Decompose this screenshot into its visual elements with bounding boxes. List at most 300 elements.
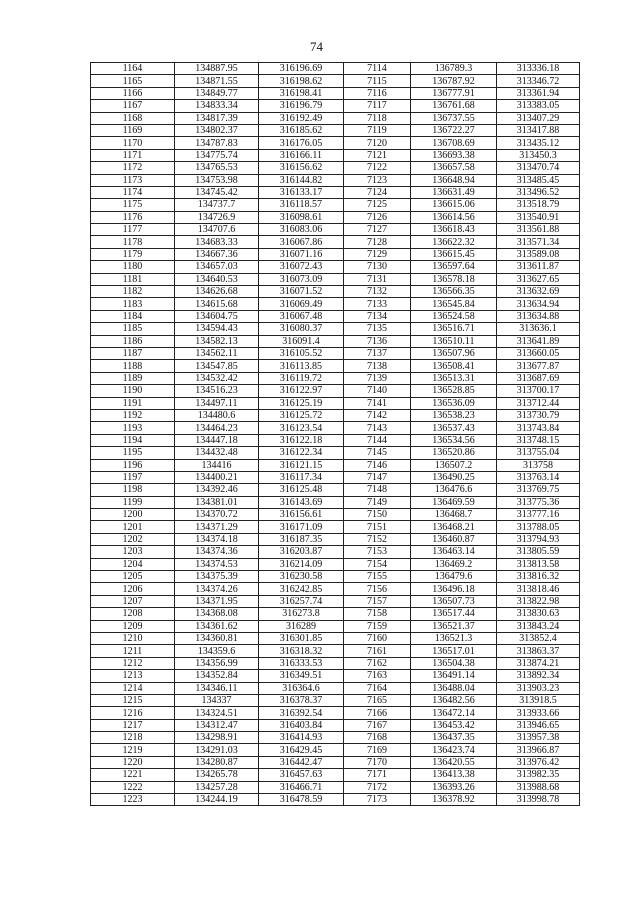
table-row: [91, 75, 580, 87]
x-coordinate-cell: 134368.08: [175, 608, 259, 620]
table-row: [91, 385, 580, 397]
point-number-cell: 7141: [344, 397, 411, 409]
point-number-cell: 7168: [344, 732, 411, 744]
table-row: [91, 620, 580, 632]
x-coordinate-cell: 134361.62: [175, 620, 259, 632]
point-number-cell: 7127: [344, 224, 411, 236]
x-coordinate-cell: 134374.18: [175, 533, 259, 545]
table-row: [91, 521, 580, 533]
y-coordinate-cell: 316123.54: [259, 422, 344, 434]
table-row: [91, 533, 580, 545]
y-coordinate-cell: 316333.53: [259, 657, 344, 669]
x-coordinate-cell: 136615.45: [411, 248, 497, 260]
x-coordinate-cell: 136468.21: [411, 521, 497, 533]
x-coordinate-cell: 136508.41: [411, 360, 497, 372]
table-row: [91, 360, 580, 372]
point-number-cell: 1189: [91, 372, 175, 384]
y-coordinate-cell: 313818.46: [497, 583, 580, 595]
y-coordinate-cell: 313892.34: [497, 670, 580, 682]
y-coordinate-cell: 316117.34: [259, 471, 344, 483]
y-coordinate-cell: 316156.61: [259, 509, 344, 521]
point-number-cell: 1165: [91, 75, 175, 87]
point-number-cell: 1219: [91, 744, 175, 756]
point-number-cell: 7157: [344, 595, 411, 607]
x-coordinate-cell: 136420.55: [411, 756, 497, 768]
table-row: [91, 211, 580, 223]
point-number-cell: 1185: [91, 323, 175, 335]
y-coordinate-cell: 316242.85: [259, 583, 344, 595]
table-row: [91, 484, 580, 496]
table-row: [91, 744, 580, 756]
x-coordinate-cell: 136618.43: [411, 224, 497, 236]
x-coordinate-cell: 136517.01: [411, 645, 497, 657]
y-coordinate-cell: 316121.15: [259, 459, 344, 471]
point-number-cell: 1214: [91, 682, 175, 694]
table-row: [91, 236, 580, 248]
y-coordinate-cell: 313933.66: [497, 707, 580, 719]
x-coordinate-cell: 134371.95: [175, 595, 259, 607]
x-coordinate-cell: 136534.56: [411, 434, 497, 446]
table-row: [91, 769, 580, 781]
y-coordinate-cell: 313957.38: [497, 732, 580, 744]
point-number-cell: 1206: [91, 583, 175, 595]
point-number-cell: 7149: [344, 496, 411, 508]
point-number-cell: 1220: [91, 756, 175, 768]
point-number-cell: 7125: [344, 199, 411, 211]
x-coordinate-cell: 136545.84: [411, 298, 497, 310]
x-coordinate-cell: 136423.74: [411, 744, 497, 756]
x-coordinate-cell: 136789.3: [411, 63, 497, 75]
point-number-cell: 7147: [344, 471, 411, 483]
x-coordinate-cell: 134324.51: [175, 707, 259, 719]
x-coordinate-cell: 134594.43: [175, 323, 259, 335]
point-number-cell: 1221: [91, 769, 175, 781]
point-number-cell: 1222: [91, 781, 175, 793]
y-coordinate-cell: 313966.87: [497, 744, 580, 756]
point-number-cell: 7164: [344, 682, 411, 694]
table-row: [91, 595, 580, 607]
point-number-cell: 7119: [344, 124, 411, 136]
point-number-cell: 1200: [91, 509, 175, 521]
y-coordinate-cell: 316122.18: [259, 434, 344, 446]
point-number-cell: 1182: [91, 286, 175, 298]
point-number-cell: 1178: [91, 236, 175, 248]
point-number-cell: 7130: [344, 261, 411, 273]
y-coordinate-cell: 313540.91: [497, 211, 580, 223]
point-number-cell: 1184: [91, 310, 175, 322]
table-row: [91, 459, 580, 471]
point-number-cell: 1191: [91, 397, 175, 409]
point-number-cell: 7140: [344, 385, 411, 397]
x-coordinate-cell: 136537.43: [411, 422, 497, 434]
point-number-cell: 1164: [91, 63, 175, 75]
point-number-cell: 1217: [91, 719, 175, 731]
point-number-cell: 7150: [344, 509, 411, 521]
y-coordinate-cell: 313336.18: [497, 63, 580, 75]
table-row: [91, 546, 580, 558]
x-coordinate-cell: 134464.23: [175, 422, 259, 434]
point-number-cell: 1202: [91, 533, 175, 545]
x-coordinate-cell: 136517.44: [411, 608, 497, 620]
y-coordinate-cell: 316098.61: [259, 211, 344, 223]
point-number-cell: 1205: [91, 571, 175, 583]
x-coordinate-cell: 134375.39: [175, 571, 259, 583]
x-coordinate-cell: 136472.14: [411, 707, 497, 719]
x-coordinate-cell: 136693.38: [411, 149, 497, 161]
y-coordinate-cell: 316301.85: [259, 632, 344, 644]
point-number-cell: 7144: [344, 434, 411, 446]
x-coordinate-cell: 136631.49: [411, 186, 497, 198]
point-number-cell: 1199: [91, 496, 175, 508]
point-number-cell: 7160: [344, 632, 411, 644]
y-coordinate-cell: 313636.1: [497, 323, 580, 335]
x-coordinate-cell: 134516.23: [175, 385, 259, 397]
point-number-cell: 1177: [91, 224, 175, 236]
table-row: [91, 447, 580, 459]
table-row: [91, 347, 580, 359]
y-coordinate-cell: 313763.14: [497, 471, 580, 483]
y-coordinate-cell: 313660.05: [497, 347, 580, 359]
y-coordinate-cell: 316214.09: [259, 558, 344, 570]
point-number-cell: 1169: [91, 124, 175, 136]
y-coordinate-cell: 316143.69: [259, 496, 344, 508]
y-coordinate-cell: 316105.52: [259, 347, 344, 359]
x-coordinate-cell: 134244.19: [175, 794, 259, 806]
x-coordinate-cell: 134765.53: [175, 162, 259, 174]
x-coordinate-cell: 136393.26: [411, 781, 497, 793]
x-coordinate-cell: 134640.53: [175, 273, 259, 285]
y-coordinate-cell: 313777.16: [497, 509, 580, 521]
table-row: [91, 63, 580, 75]
x-coordinate-cell: 136648.94: [411, 174, 497, 186]
y-coordinate-cell: 313743.84: [497, 422, 580, 434]
table-row: [91, 434, 580, 446]
x-coordinate-cell: 136469.2: [411, 558, 497, 570]
table-row: [91, 87, 580, 99]
y-coordinate-cell: 316349.51: [259, 670, 344, 682]
y-coordinate-cell: 313805.59: [497, 546, 580, 558]
point-number-cell: 7115: [344, 75, 411, 87]
point-number-cell: 7166: [344, 707, 411, 719]
table-row: [91, 657, 580, 669]
y-coordinate-cell: 316067.86: [259, 236, 344, 248]
page-number: 74: [310, 39, 323, 54]
table-row: [91, 583, 580, 595]
x-coordinate-cell: 134497.11: [175, 397, 259, 409]
point-number-cell: 1166: [91, 87, 175, 99]
y-coordinate-cell: 316176.05: [259, 137, 344, 149]
point-number-cell: 7170: [344, 756, 411, 768]
x-coordinate-cell: 134753.98: [175, 174, 259, 186]
y-coordinate-cell: 316318.32: [259, 645, 344, 657]
table-row: [91, 794, 580, 806]
point-number-cell: 1216: [91, 707, 175, 719]
y-coordinate-cell: 316125.19: [259, 397, 344, 409]
coordinates-table-body: [91, 63, 580, 806]
table-row: [91, 286, 580, 298]
x-coordinate-cell: 134370.72: [175, 509, 259, 521]
y-coordinate-cell: 313822.98: [497, 595, 580, 607]
table-row: [91, 732, 580, 744]
table-row: [91, 174, 580, 186]
y-coordinate-cell: 316230.58: [259, 571, 344, 583]
point-number-cell: 1181: [91, 273, 175, 285]
y-coordinate-cell: 316073.09: [259, 273, 344, 285]
point-number-cell: 7137: [344, 347, 411, 359]
point-number-cell: 1210: [91, 632, 175, 644]
table-row: [91, 298, 580, 310]
table-row: [91, 273, 580, 285]
x-coordinate-cell: 134745.42: [175, 186, 259, 198]
point-number-cell: 7146: [344, 459, 411, 471]
x-coordinate-cell: 134374.26: [175, 583, 259, 595]
table-row: [91, 323, 580, 335]
y-coordinate-cell: 313988.68: [497, 781, 580, 793]
x-coordinate-cell: 136463.14: [411, 546, 497, 558]
y-coordinate-cell: 313450.3: [497, 149, 580, 161]
table-row: [91, 496, 580, 508]
y-coordinate-cell: 313700.17: [497, 385, 580, 397]
point-number-cell: 7114: [344, 63, 411, 75]
point-number-cell: 7169: [344, 744, 411, 756]
point-number-cell: 1173: [91, 174, 175, 186]
point-number-cell: 1223: [91, 794, 175, 806]
y-coordinate-cell: 313496.52: [497, 186, 580, 198]
table-row: [91, 310, 580, 322]
y-coordinate-cell: 313918.5: [497, 694, 580, 706]
point-number-cell: 1213: [91, 670, 175, 682]
y-coordinate-cell: 316118.57: [259, 199, 344, 211]
point-number-cell: 1215: [91, 694, 175, 706]
x-coordinate-cell: 134547.85: [175, 360, 259, 372]
x-coordinate-cell: 136538.23: [411, 409, 497, 421]
table-row: [91, 112, 580, 124]
y-coordinate-cell: 316171.09: [259, 521, 344, 533]
y-coordinate-cell: 316203.87: [259, 546, 344, 558]
y-coordinate-cell: 313813.58: [497, 558, 580, 570]
x-coordinate-cell: 136453.42: [411, 719, 497, 731]
y-coordinate-cell: 316071.52: [259, 286, 344, 298]
point-number-cell: 7123: [344, 174, 411, 186]
y-coordinate-cell: 313632.69: [497, 286, 580, 298]
point-number-cell: 7116: [344, 87, 411, 99]
x-coordinate-cell: 136413.38: [411, 769, 497, 781]
table-row: [91, 397, 580, 409]
table-row: [91, 781, 580, 793]
y-coordinate-cell: 313758: [497, 459, 580, 471]
point-number-cell: 1167: [91, 100, 175, 112]
table-row: [91, 670, 580, 682]
point-number-cell: 7145: [344, 447, 411, 459]
y-coordinate-cell: 316122.34: [259, 447, 344, 459]
y-coordinate-cell: 313712.44: [497, 397, 580, 409]
y-coordinate-cell: 313589.08: [497, 248, 580, 260]
point-number-cell: 7143: [344, 422, 411, 434]
x-coordinate-cell: 136504.38: [411, 657, 497, 669]
y-coordinate-cell: 313816.32: [497, 571, 580, 583]
y-coordinate-cell: 313641.89: [497, 335, 580, 347]
point-number-cell: 7121: [344, 149, 411, 161]
table-row: [91, 137, 580, 149]
y-coordinate-cell: 313417.88: [497, 124, 580, 136]
x-coordinate-cell: 134346.11: [175, 682, 259, 694]
point-number-cell: 7133: [344, 298, 411, 310]
y-coordinate-cell: 316122.97: [259, 385, 344, 397]
point-number-cell: 7138: [344, 360, 411, 372]
point-number-cell: 1192: [91, 409, 175, 421]
x-coordinate-cell: 136507.96: [411, 347, 497, 359]
x-coordinate-cell: 134787.83: [175, 137, 259, 149]
y-coordinate-cell: 313470.74: [497, 162, 580, 174]
x-coordinate-cell: 134615.68: [175, 298, 259, 310]
y-coordinate-cell: 313383.05: [497, 100, 580, 112]
point-number-cell: 1168: [91, 112, 175, 124]
table-row: [91, 632, 580, 644]
y-coordinate-cell: 316478.59: [259, 794, 344, 806]
x-coordinate-cell: 136491.14: [411, 670, 497, 682]
point-number-cell: 7152: [344, 533, 411, 545]
x-coordinate-cell: 136507.2: [411, 459, 497, 471]
x-coordinate-cell: 136722.27: [411, 124, 497, 136]
table-row: [91, 199, 580, 211]
x-coordinate-cell: 134726.9: [175, 211, 259, 223]
y-coordinate-cell: 316392.54: [259, 707, 344, 719]
y-coordinate-cell: 313518.79: [497, 199, 580, 211]
x-coordinate-cell: 134817.39: [175, 112, 259, 124]
y-coordinate-cell: 316125.72: [259, 409, 344, 421]
point-number-cell: 7128: [344, 236, 411, 248]
point-number-cell: 1183: [91, 298, 175, 310]
y-coordinate-cell: 316466.71: [259, 781, 344, 793]
table-row: [91, 694, 580, 706]
y-coordinate-cell: 316196.69: [259, 63, 344, 75]
y-coordinate-cell: 313755.04: [497, 447, 580, 459]
x-coordinate-cell: 134833.34: [175, 100, 259, 112]
y-coordinate-cell: 316364.6: [259, 682, 344, 694]
point-number-cell: 1197: [91, 471, 175, 483]
x-coordinate-cell: 136488.04: [411, 682, 497, 694]
table-row: [91, 149, 580, 161]
y-coordinate-cell: 316067.48: [259, 310, 344, 322]
point-number-cell: 7158: [344, 608, 411, 620]
point-number-cell: 7172: [344, 781, 411, 793]
x-coordinate-cell: 134360.81: [175, 632, 259, 644]
x-coordinate-cell: 134532.42: [175, 372, 259, 384]
x-coordinate-cell: 134257.28: [175, 781, 259, 793]
point-number-cell: 7159: [344, 620, 411, 632]
x-coordinate-cell: 134626.68: [175, 286, 259, 298]
x-coordinate-cell: 134416: [175, 459, 259, 471]
y-coordinate-cell: 313687.69: [497, 372, 580, 384]
x-coordinate-cell: 136566.35: [411, 286, 497, 298]
y-coordinate-cell: 313998.78: [497, 794, 580, 806]
table-row: [91, 558, 580, 570]
y-coordinate-cell: 316273.8: [259, 608, 344, 620]
y-coordinate-cell: 316091.4: [259, 335, 344, 347]
point-number-cell: 7120: [344, 137, 411, 149]
table-row: [91, 571, 580, 583]
y-coordinate-cell: 313863.37: [497, 645, 580, 657]
point-number-cell: 7136: [344, 335, 411, 347]
x-coordinate-cell: 134657.03: [175, 261, 259, 273]
x-coordinate-cell: 136536.09: [411, 397, 497, 409]
point-number-cell: 1193: [91, 422, 175, 434]
y-coordinate-cell: 316119.72: [259, 372, 344, 384]
x-coordinate-cell: 136482.56: [411, 694, 497, 706]
point-number-cell: 7148: [344, 484, 411, 496]
x-coordinate-cell: 136622.32: [411, 236, 497, 248]
x-coordinate-cell: 136510.11: [411, 335, 497, 347]
x-coordinate-cell: 134374.36: [175, 546, 259, 558]
x-coordinate-cell: 136761.68: [411, 100, 497, 112]
x-coordinate-cell: 134356.99: [175, 657, 259, 669]
y-coordinate-cell: 316378.37: [259, 694, 344, 706]
x-coordinate-cell: 136490.25: [411, 471, 497, 483]
x-coordinate-cell: 134683.33: [175, 236, 259, 248]
x-coordinate-cell: 136614.56: [411, 211, 497, 223]
y-coordinate-cell: 313748.15: [497, 434, 580, 446]
x-coordinate-cell: 136524.58: [411, 310, 497, 322]
point-number-cell: 1190: [91, 385, 175, 397]
x-coordinate-cell: 136437.35: [411, 732, 497, 744]
table-row: [91, 100, 580, 112]
x-coordinate-cell: 134265.78: [175, 769, 259, 781]
y-coordinate-cell: 316414.93: [259, 732, 344, 744]
y-coordinate-cell: 313830.63: [497, 608, 580, 620]
point-number-cell: 7156: [344, 583, 411, 595]
point-number-cell: 7129: [344, 248, 411, 260]
point-number-cell: 1196: [91, 459, 175, 471]
x-coordinate-cell: 134582.13: [175, 335, 259, 347]
y-coordinate-cell: 316192.49: [259, 112, 344, 124]
y-coordinate-cell: 313346.72: [497, 75, 580, 87]
point-number-cell: 1201: [91, 521, 175, 533]
point-number-cell: 1170: [91, 137, 175, 149]
point-number-cell: 1174: [91, 186, 175, 198]
point-number-cell: 7122: [344, 162, 411, 174]
point-number-cell: 7161: [344, 645, 411, 657]
x-coordinate-cell: 136657.58: [411, 162, 497, 174]
x-coordinate-cell: 134381.01: [175, 496, 259, 508]
x-coordinate-cell: 136460.87: [411, 533, 497, 545]
y-coordinate-cell: 316113.85: [259, 360, 344, 372]
point-number-cell: 7155: [344, 571, 411, 583]
y-coordinate-cell: 316069.49: [259, 298, 344, 310]
x-coordinate-cell: 136469.59: [411, 496, 497, 508]
table-row: [91, 707, 580, 719]
x-coordinate-cell: 136516.71: [411, 323, 497, 335]
point-number-cell: 1198: [91, 484, 175, 496]
coordinates-table: [90, 62, 580, 806]
x-coordinate-cell: 136787.92: [411, 75, 497, 87]
x-coordinate-cell: 134352.84: [175, 670, 259, 682]
point-number-cell: 7117: [344, 100, 411, 112]
point-number-cell: 1211: [91, 645, 175, 657]
y-coordinate-cell: 313634.94: [497, 298, 580, 310]
point-number-cell: 7154: [344, 558, 411, 570]
y-coordinate-cell: 316071.16: [259, 248, 344, 260]
x-coordinate-cell: 134707.6: [175, 224, 259, 236]
y-coordinate-cell: 313874.21: [497, 657, 580, 669]
x-coordinate-cell: 134802.37: [175, 124, 259, 136]
point-number-cell: 1172: [91, 162, 175, 174]
y-coordinate-cell: 313677.87: [497, 360, 580, 372]
y-coordinate-cell: 316156.62: [259, 162, 344, 174]
y-coordinate-cell: 316083.06: [259, 224, 344, 236]
x-coordinate-cell: 136520.86: [411, 447, 497, 459]
y-coordinate-cell: 316072.43: [259, 261, 344, 273]
y-coordinate-cell: 313730.79: [497, 409, 580, 421]
